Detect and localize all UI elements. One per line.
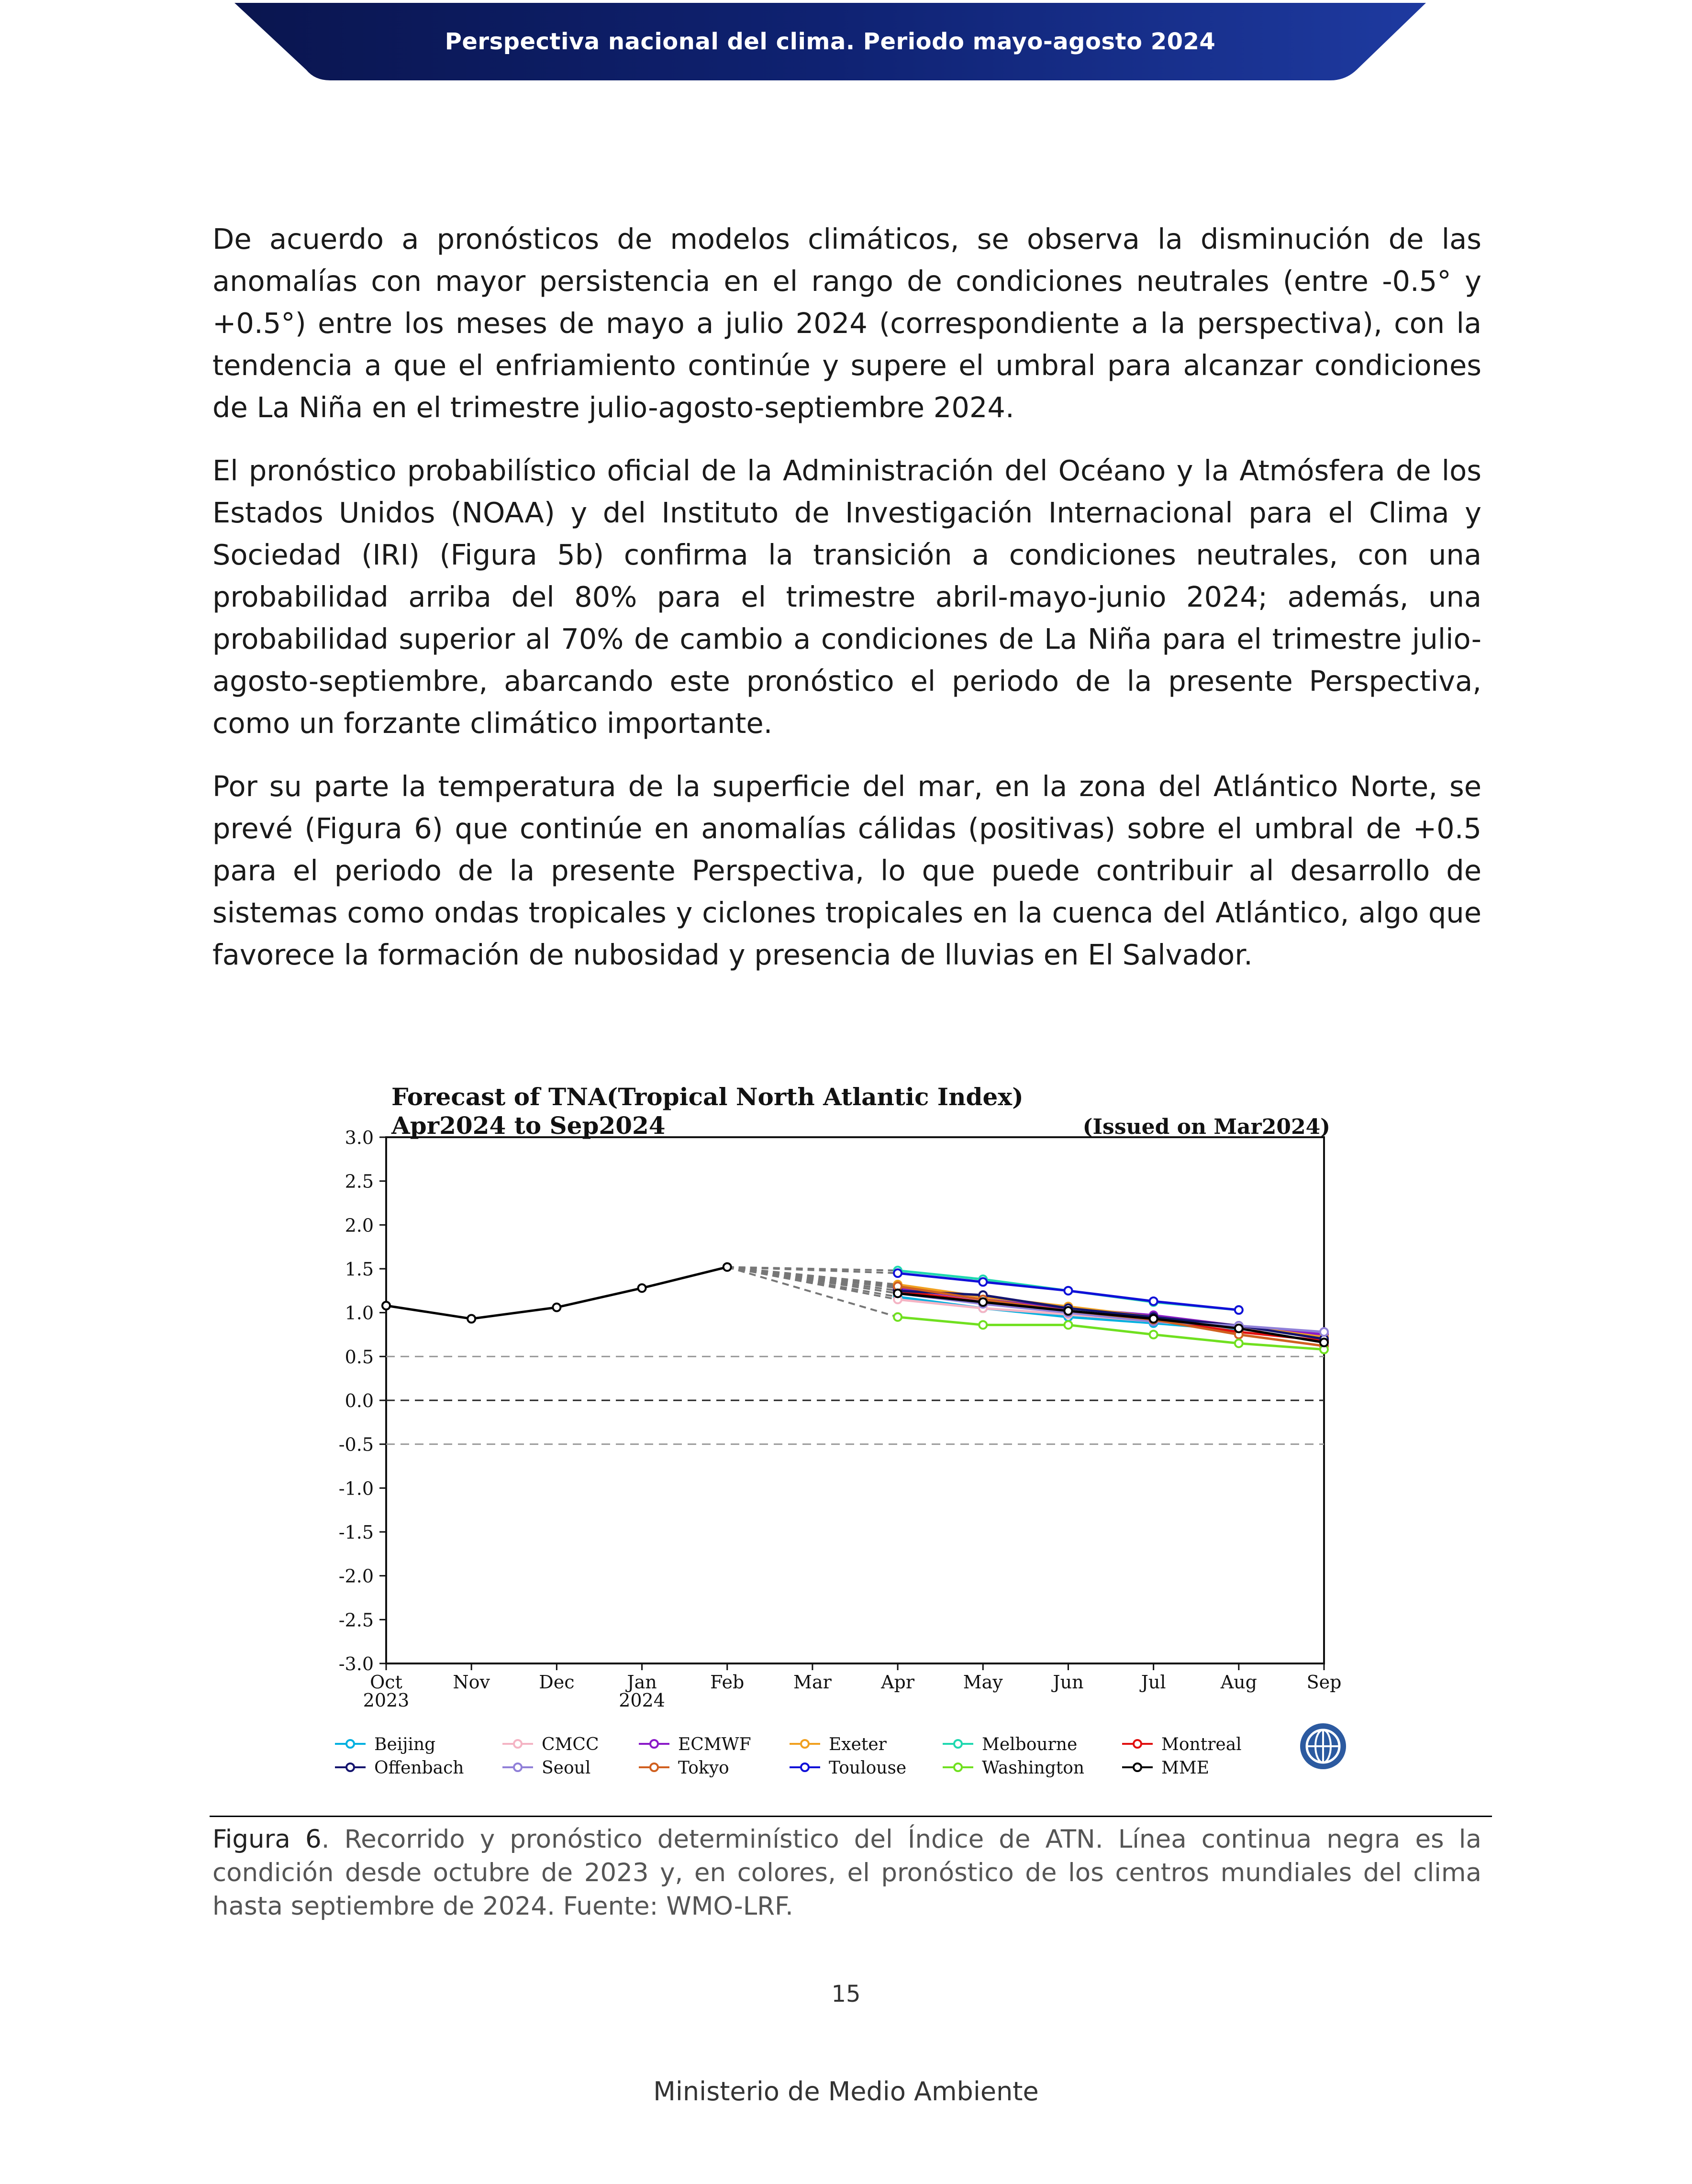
x-tick-label: Jan [627,1672,657,1693]
legend-swatch-marker [801,1740,809,1748]
y-tick-label: -2.0 [338,1565,374,1587]
legend-item-ecmwf [639,1735,751,1754]
legend-label: Exeter [829,1735,887,1754]
legend-item-cmcc [502,1735,599,1754]
y-tick-label: -3.0 [338,1653,374,1674]
legend-swatch-marker [801,1763,809,1771]
x-tick-label: Oct [370,1672,402,1693]
y-tick-label: 2.0 [345,1215,374,1236]
x-tick-label: Jul [1141,1672,1166,1693]
series-point [979,1321,987,1329]
series-point [1235,1325,1243,1332]
legend-label: Seoul [542,1758,591,1778]
observed-point [553,1304,560,1311]
legend-item-exeter [790,1735,887,1754]
series-point [1150,1331,1158,1339]
legend-label: CMCC [542,1735,599,1754]
x-tick-label: Nov [453,1672,490,1693]
y-tick-label: 1.5 [345,1259,374,1280]
legend-item-beijing [335,1735,435,1754]
y-tick-label: 1.0 [345,1302,374,1324]
legend-label: ECMWF [678,1735,751,1754]
legend-label: MME [1161,1758,1210,1778]
caption-divider [210,1816,1492,1817]
series-point [979,1298,987,1306]
legend-swatch-marker [650,1740,658,1748]
x-tick-label: Feb [710,1672,745,1693]
x-tick-label: Jun [1053,1672,1084,1693]
legend-swatch-marker [1134,1740,1141,1748]
series-point [1150,1315,1158,1323]
legend-label: Toulouse [829,1758,907,1778]
legend-item-tokyo [639,1758,729,1778]
legend-item-offenbach [335,1758,464,1778]
legend-swatch-marker [514,1740,522,1748]
caption-text: . Recorrido y pronóstico determinístico del Índice de ATN. Línea continua negra es la condición desde octubre de 2023 y, en colores, el pronóstico de los centros mundiales del clima hasta septiembre de 2024. Fuente: WMO-LRF. [212,1825,1481,1921]
series-point [1320,1339,1328,1346]
chart-issued-note: (Issued on Mar2024) [1082,1115,1330,1139]
y-tick-label: -1.0 [338,1478,374,1499]
x-tick-sublabel: 2023 [363,1690,410,1711]
series-point [1235,1340,1243,1347]
legend-swatch-marker [346,1740,354,1748]
legend-swatch-marker [954,1740,962,1748]
y-tick-label: -1.5 [338,1522,374,1543]
y-tick-label: -0.5 [338,1434,374,1455]
caption-lead: Figura 6 [212,1825,322,1854]
tna-forecast-figure [325,1062,1369,1808]
chart-subtitle: Apr2024 to Sep2024 [391,1111,666,1140]
x-tick-label: Aug [1220,1672,1257,1693]
legend-swatch-marker [346,1763,354,1771]
legend-label: Melbourne [982,1735,1078,1754]
legend-item-montreal [1122,1735,1242,1754]
observed-point [724,1263,731,1271]
x-tick-sublabel: 2024 [619,1690,665,1711]
series-point [1150,1297,1158,1305]
x-tick-label: May [963,1672,1003,1693]
paragraph-3: Por su parte la temperatura de la superficie del mar, en la zona del Atlántico Norte, se prevé (Figura 6) que continúe en anomalías cálidas (positivas) sobre el umbral de +0.5 para el periodo de la presente Perspectiva, lo que puede contribuir al desarrollo de sistemas como ondas tropicales y ciclones tropicales en la cuenca del Atlántico, algo que favorece la formación de nubosidad y presencia de lluvias en El Salvador. [212,770,1481,971]
x-tick-label: Dec [539,1672,575,1693]
observed-point [382,1302,390,1309]
x-tick-label: Mar [793,1672,832,1693]
figure-caption [212,1823,1481,1923]
x-tick-label: Apr [881,1672,915,1693]
series-point [894,1269,902,1277]
series-point [1064,1307,1072,1315]
y-tick-label: 2.5 [345,1171,374,1192]
legend-label: Offenbach [374,1758,464,1778]
series-point [1064,1287,1072,1295]
header-banner [234,3,1426,80]
legend-item-seoul [502,1758,590,1778]
footer-text: Ministerio de Medio Ambiente [653,2076,1039,2106]
series-point [1064,1321,1072,1329]
header-title: Perspectiva nacional del clima. Periodo mayo-agosto 2024 [445,28,1216,55]
legend-swatch-marker [1134,1763,1141,1771]
series-point [894,1313,902,1321]
x-tick-label: Sep [1306,1672,1342,1693]
legend-label: Washington [982,1758,1085,1778]
legend-swatch-marker [954,1763,962,1771]
series-point [894,1289,902,1297]
y-tick-label: -2.5 [338,1609,374,1631]
legend-item-washington [943,1758,1084,1778]
wmo-logo [1300,1723,1346,1769]
legend-label: Tokyo [678,1758,729,1778]
observed-point [638,1284,646,1292]
legend-item-mme [1122,1758,1209,1778]
y-tick-label: 0.5 [345,1346,374,1368]
paragraph-1: De acuerdo a pronósticos de modelos climáticos, se observa la disminución de las anomalías con mayor persistencia en el rango de condiciones neutrales (entre -0.5° y +0.5°) entre los meses de mayo a julio 2024 (correspondiente a la perspectiva), con la tendencia a que el enfriamiento continúe y supere el umbral para alcanzar condiciones de La Niña en el trimestre julio-agosto-septiembre 2024. [212,222,1481,424]
tna-forecast-chart [325,1062,1369,1808]
series-point [1235,1306,1243,1314]
paragraph-2: El pronóstico probabilístico oficial de la Administración del Océano y la Atmósfera de los Estados Unidos (NOAA) y del Instituto de Investigación Internacional para el Clima y Sociedad (IRI) (Figura 5b) confirma la transición a condiciones neutrales, con una probabilidad arriba del 80% para el trimestre abril-mayo-junio 2024; además, una probabilidad superior al 70% de cambio a condiciones de La Niña para el trimestre julio-agosto-septiembre, abarcando este pronóstico el periodo de la presente Perspectiva, como un forzante climático importante. [212,454,1481,740]
legend-item-melbourne [943,1735,1077,1754]
y-tick-label: 0.0 [345,1390,374,1411]
observed-point [468,1315,475,1323]
series-point [979,1278,987,1286]
legend-item-toulouse [790,1758,906,1778]
chart-title: Forecast of TNA(Tropical North Atlantic Index) [391,1083,1024,1111]
page-number: 15 [831,1981,861,2007]
y-tick-label: 3.0 [345,1127,374,1148]
legend-label: Beijing [374,1735,436,1754]
series-point [1320,1328,1328,1336]
legend-swatch-marker [514,1763,522,1771]
legend-label: Montreal [1161,1735,1242,1754]
forecast-connector [727,1267,898,1317]
legend-swatch-marker [650,1763,658,1771]
